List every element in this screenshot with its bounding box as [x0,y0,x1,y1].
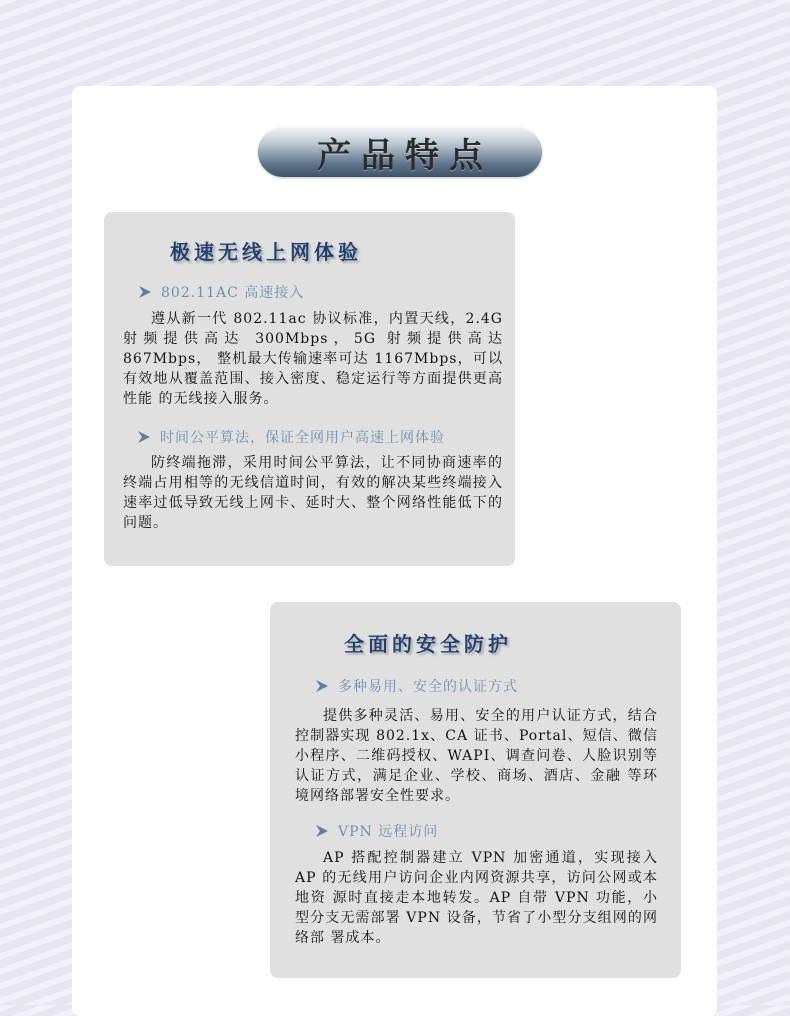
subsection-heading [315,821,438,841]
subsection-heading [137,427,445,447]
feature-description: 防终端拖滞，采用时间公平算法，让不同协商速率的终端占用相等的无线信道时间，有效的解决某些终端接入速率过低导致无线上网卡、延时大、整个网络性能低下的问题。 [123,455,503,531]
feature-description: 遵从新一代 802.11ac 协议标准，内置天线，2.4G 射频提供高达 300Mbps，5G 射频提供高达 867Mbps， 整机最大传输速率可达 1167Mbps，可以有效地从覆盖范围、接入密度、稳定运行等方面提供更高性能 的无线接入服务。 [123,311,503,407]
play-arrow-icon [138,285,152,299]
page-title-banner [258,127,542,177]
play-arrow-icon [137,430,151,444]
play-arrow-icon [315,679,329,693]
subsection-heading [315,676,518,696]
subsection-heading-text: VPN 远程访问 [338,824,439,840]
feature-title: 全面的安全防护 [344,632,512,656]
feature-description: 提供多种灵活、易用、安全的用户认证方式，结合控制器实现 802.1x、CA 证书、Portal、短信、微信 小程序、二维码授权、WAPI、调查问卷、人脸识别等认证方式，满足企业、学校、商场、酒店、金融 等环境网络部署安全性要求。 [295,708,658,804]
feature-title: 极速无线上网体验 [170,240,362,264]
subsection-heading-text: 多种易用、安全的认证方式 [338,679,518,695]
play-arrow-icon [315,824,329,838]
page-title: 产品特点 [317,135,493,176]
subsection-heading-text: 802.11AC 高速接入 [161,285,305,301]
feature-card-speed [104,212,515,566]
feature-card-security [270,602,681,978]
subsection-heading [138,282,304,302]
subsection-heading-text: 时间公平算法，保证全网用户高速上网体验 [160,430,445,446]
feature-description: AP 搭配控制器建立 VPN 加密通道，实现接入 AP 的无线用户访问企业内网资源共享，访问公网或本地资 源时直接走本地转发。AP 自带 VPN 功能，小型分支无需部署 VPN 设备，节省了小型分支组网的网络部 署成本。 [295,850,658,946]
